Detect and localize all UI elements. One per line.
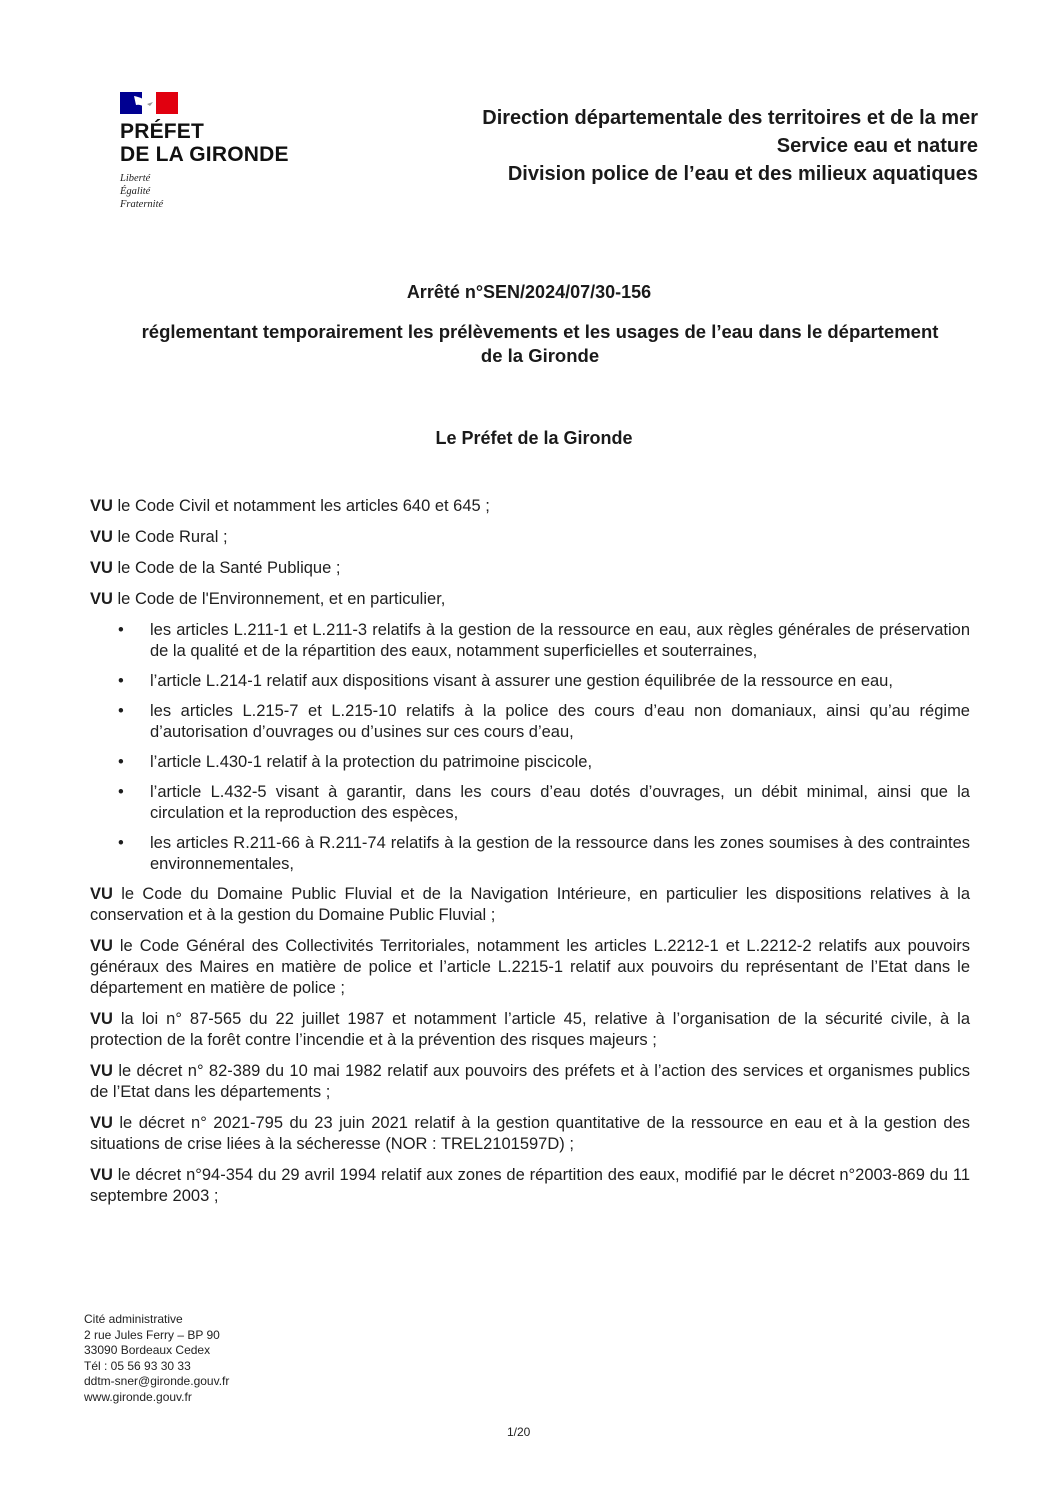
bullet-icon: • (118, 753, 124, 771)
visa-paragraph (90, 527, 970, 548)
vu-label: VU (90, 497, 113, 515)
arrete-object (90, 320, 990, 368)
list-item (90, 782, 970, 824)
footer-line: 33090 Bordeaux Cedex (84, 1343, 211, 1357)
vu-label: VU (90, 1010, 113, 1028)
footer-line: Tél : 05 56 93 30 33 (84, 1358, 191, 1373)
visa-paragraph (90, 1113, 970, 1155)
list-item (90, 701, 970, 743)
footer-address (84, 1312, 229, 1405)
list-item-text: l’article L.432-5 visant à garantir, dans les cours d’eau dotés d’ouvrages, un débit minimal, ainsi que la circulation et la reproduction des espèces, (150, 783, 970, 822)
visa-paragraph (90, 1165, 970, 1207)
vu-label: VU (90, 528, 113, 546)
visa-paragraph (90, 496, 970, 517)
visa-paragraph (90, 936, 970, 999)
list-item (90, 833, 970, 875)
marianne-logo-block (120, 92, 320, 211)
service-name: Service eau et nature (776, 135, 978, 157)
vu-label: VU (90, 1062, 113, 1080)
visa-text: le Code Général des Collectivités Territoriales, notamment les articles L.2212-1 et L.2212-2 relatifs aux pouvoirs généraux des Maires en matière de police et l’article L.2215-1 relatif aux pouvoirs du représentant de l’Etat dans le département en matière de police ; (90, 937, 970, 997)
visa-text: le décret n°94-354 du 29 avril 1994 relatif aux zones de répartition des eaux, modifié par le décret n°2003-869 du 11 septembre 2003 ; (90, 1166, 970, 1205)
visa-paragraph (90, 1009, 970, 1051)
bullet-icon: • (118, 702, 124, 720)
marianne-flag-icon (120, 92, 178, 114)
list-item (90, 620, 970, 662)
list-item-text: l’article L.214-1 relatif aux dispositions visant à assurer une gestion équilibrée de la ressource en eau, (150, 672, 893, 690)
motto-liberte: Liberté (120, 173, 151, 184)
visa-paragraph (90, 589, 970, 610)
visa-text: le Code de la Santé Publique ; (117, 559, 341, 577)
visa-paragraph (90, 558, 970, 579)
footer-email: ddtm-sner@gironde.gouv.fr (84, 1374, 230, 1388)
vu-label: VU (90, 937, 113, 955)
vu-label: VU (90, 1114, 113, 1132)
service-division: Division police de l’eau et des milieux aquatiques (507, 163, 978, 185)
authority-heading: Le Préfet de la Gironde (435, 428, 633, 448)
visa-text: le Code Civil et notamment les articles 640 et 645 ; (117, 497, 490, 515)
visa-text: le décret n° 2021-795 du 23 juin 2021 relatif à la gestion quantitative de la ressource en eau et à la gestion des situations de crise liées à la sécheresse (NOR : TREL2101597D) ; (90, 1114, 970, 1153)
visa-text: le Code Rural ; (117, 528, 228, 546)
visas-section (90, 496, 970, 1217)
list-item (90, 752, 970, 773)
arrete-object-line-1: réglementant temporairement les prélèvements et les usages de l’eau dans le département (141, 321, 939, 342)
bullet-icon: • (118, 672, 124, 690)
vu-label: VU (90, 885, 113, 903)
motto-egalite: Égalité (120, 186, 151, 197)
footer-website: www.gironde.gouv.fr (84, 1389, 192, 1404)
department-label: DE LA GIRONDE (120, 143, 289, 166)
prefet-label: PRÉFET (120, 120, 205, 143)
footer-line: Cité administrative (84, 1312, 183, 1326)
page-number: 1/20 (507, 1425, 531, 1439)
list-item-text: l’article L.430-1 relatif à la protection du patrimoine piscicole, (150, 753, 593, 771)
motto-fraternite: Fraternité (120, 199, 164, 210)
bullet-icon: • (118, 834, 124, 852)
republic-motto (120, 172, 320, 211)
visa-text: le Code du Domaine Public Fluvial et de la Navigation Intérieure, en particulier les dispositions relatives à la conservation et à la gestion du Domaine Public Fluvial ; (90, 885, 970, 924)
visa-paragraph (90, 1061, 970, 1103)
vu-label: VU (90, 559, 113, 577)
service-direction: Direction départementale des territoires et de la mer (482, 107, 978, 129)
vu-label: VU (90, 590, 113, 608)
list-item (90, 671, 970, 692)
list-item-text: les articles L.211-1 et L.211-3 relatifs à la gestion de la ressource en eau, aux règles générales de préservation de la qualité et de la répartition des eaux, notamment superficielles et souterraines, (150, 621, 970, 660)
list-item-text: les articles L.215-7 et L.215-10 relatifs à la police des cours d’eau non domaniaux, ainsi qu’au régime d’autorisation d’ouvrages ou d’usines sur ces cours d’eau, (150, 702, 970, 741)
visa-text: le décret n° 82-389 du 10 mai 1982 relatif aux pouvoirs des préfets et à l’action des services et organismes publics de l’Etat dans les départements ; (90, 1062, 970, 1101)
arrete-number: Arrêté n°SEN/2024/07/30-156 (406, 282, 652, 302)
visa-text: la loi n° 87-565 du 22 juillet 1987 et notamment l’article 45, relative à l’organisation de la sécurité civile, à la protection de la forêt contre l’incendie et à la prévention des risques majeurs ; (90, 1010, 970, 1049)
environment-code-articles-list (90, 620, 970, 875)
bullet-icon: • (118, 783, 124, 801)
list-item-text: les articles R.211-66 à R.211-74 relatifs à la gestion de la ressource dans les zones soumises à des contraintes environnementales, (150, 834, 970, 873)
bullet-icon: • (118, 621, 124, 639)
service-header (482, 104, 978, 188)
footer-line: 2 rue Jules Ferry – BP 90 (84, 1327, 220, 1342)
visa-text: le Code de l'Environnement, et en particulier, (117, 590, 446, 608)
vu-label: VU (90, 1166, 113, 1184)
visa-paragraph (90, 884, 970, 926)
arrete-object-line-2: de la Gironde (480, 345, 600, 366)
